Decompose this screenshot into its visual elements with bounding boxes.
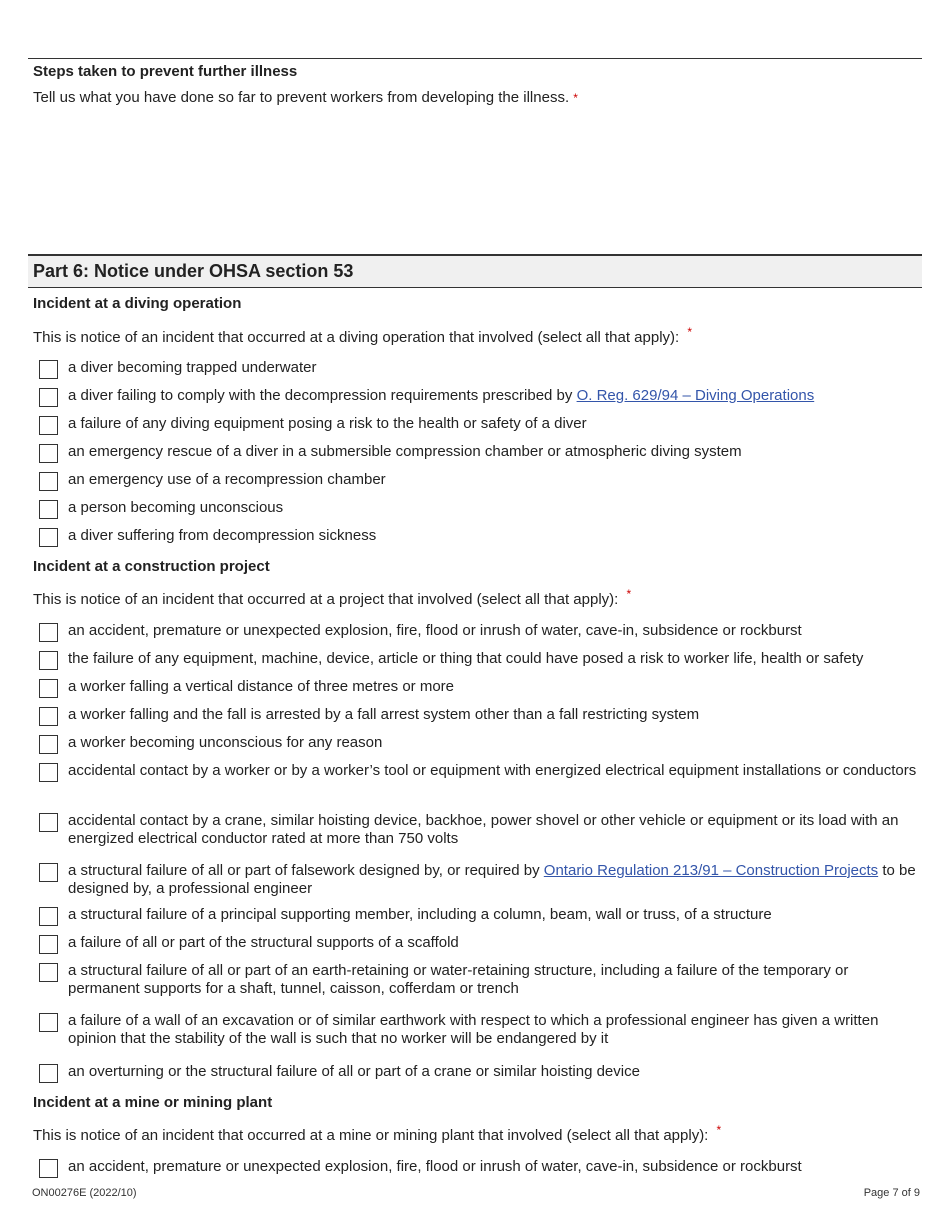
construction-option-8-line (68, 862, 918, 898)
diving-option-2: a diver failing to comply with the decompression requirements prescribed by (68, 387, 573, 404)
construction-option-5: a worker becoming unconscious for any reason (68, 734, 383, 751)
construction-checkbox-13[interactable] (39, 1064, 58, 1083)
required-mark: * (626, 587, 632, 601)
diving-option-7: a diver suffering from decompression sickness (68, 527, 377, 544)
construction-checkbox-7[interactable] (39, 813, 58, 832)
steps-heading: Steps taken to prevent further illness (33, 63, 298, 80)
construction-checkbox-2[interactable] (39, 651, 58, 670)
diving-checkbox-3[interactable] (39, 416, 58, 435)
diving-option-4: an emergency rescue of a diver in a submersible compression chamber or atmospheric diving system (68, 443, 742, 460)
construction-option-3: a worker falling a vertical distance of three metres or more (68, 678, 454, 695)
mine-heading: Incident at a mine or mining plant (33, 1094, 273, 1111)
construction-option-1: an accident, premature or unexpected explosion, fire, flood or inrush of water, cave-in, subsidence or rockburst (68, 622, 802, 639)
construction-prompt: This is notice of an incident that occurred at a project that involved (select all that apply): (33, 591, 619, 608)
construction-option-8-suffix: to be designed by, a professional engineer (68, 862, 916, 897)
diving-prompt: This is notice of an incident that occurred at a diving operation that involved (select all that apply): (33, 329, 680, 346)
diving-regulation-link[interactable]: O. Reg. 629/94 – Diving Operations (576, 387, 815, 404)
diving-heading: Incident at a diving operation (33, 295, 242, 312)
steps-textarea[interactable] (28, 110, 922, 248)
diving-checkbox-2[interactable] (39, 388, 58, 407)
construction-option-10: a failure of all or part of the structural supports of a scaffold (68, 934, 459, 951)
mine-option-1: an accident, premature or unexpected explosion, fire, flood or inrush of water, cave-in, subsidence or rockburst (68, 1158, 802, 1175)
part6-header (28, 254, 922, 288)
construction-checkbox-6[interactable] (39, 763, 58, 782)
construction-option-11: a structural failure of all or part of an earth-retaining or water-retaining structure, including a failure of the temporary or permanent supports for a shaft, tunnel, caisson, cofferdam or trench (68, 962, 849, 997)
construction-checkbox-12[interactable] (39, 1013, 58, 1032)
construction-prompt-line (33, 587, 632, 608)
construction-checkbox-1[interactable] (39, 623, 58, 642)
construction-checkbox-3[interactable] (39, 679, 58, 698)
steps-prompt-line (33, 89, 578, 106)
construction-option-8: a structural failure of all or part of falsework designed by, or required by (68, 862, 540, 879)
construction-option-9: a structural failure of a principal supporting member, including a column, beam, wall or truss, of a structure (68, 906, 772, 923)
diving-checkbox-1[interactable] (39, 360, 58, 379)
diving-checkbox-7[interactable] (39, 528, 58, 547)
construction-option-7: accidental contact by a crane, similar hoisting device, backhoe, power shovel or other vehicle or equipment or its load with an energized electrical conductor rated at more than 750 volts (68, 812, 899, 847)
mine-prompt: This is notice of an incident that occurred at a mine or mining plant that involved (select all that apply): (33, 1127, 709, 1144)
part6-title: Part 6: Notice under OHSA section 53 (33, 261, 354, 281)
diving-option-6: a person becoming unconscious (68, 499, 284, 516)
required-mark: * (687, 325, 693, 339)
required-mark: * (716, 1123, 722, 1137)
steps-prompt: Tell us what you have done so far to prevent workers from developing the illness. (33, 89, 570, 106)
construction-option-2: the failure of any equipment, machine, device, article or thing that could have posed a risk to worker life, health or safety (68, 650, 864, 667)
construction-checkbox-5[interactable] (39, 735, 58, 754)
construction-heading: Incident at a construction project (33, 558, 270, 575)
top-rule (28, 58, 922, 59)
diving-checkbox-4[interactable] (39, 444, 58, 463)
required-mark: * (573, 91, 578, 105)
construction-checkbox-4[interactable] (39, 707, 58, 726)
construction-checkbox-11[interactable] (39, 963, 58, 982)
construction-option-13: an overturning or the structural failure of all or part of a crane or similar hoisting device (68, 1063, 640, 1080)
diving-option-2-line (68, 387, 918, 405)
construction-checkbox-9[interactable] (39, 907, 58, 926)
page-number: Page 7 of 9 (863, 1187, 920, 1199)
construction-option-12: a failure of a wall of an excavation or of similar earthwork with respect to which a professional engineer has given a written opinion that the stability of the wall is such that no worker will be endangered by it (68, 1012, 879, 1047)
diving-option-1: a diver becoming trapped underwater (68, 359, 317, 376)
diving-option-3: a failure of any diving equipment posing a risk to the health or safety of a diver (68, 415, 587, 432)
diving-option-5: an emergency use of a recompression chamber (68, 471, 386, 488)
mine-checkbox-1[interactable] (39, 1159, 58, 1178)
diving-checkbox-5[interactable] (39, 472, 58, 491)
form-id: ON00276E (2022/10) (32, 1187, 137, 1199)
diving-checkbox-6[interactable] (39, 500, 58, 519)
diving-prompt-line (33, 325, 693, 346)
construction-regulation-link[interactable]: Ontario Regulation 213/91 – Construction Projects (543, 862, 879, 879)
mine-prompt-line (33, 1123, 722, 1144)
construction-option-4: a worker falling and the fall is arrested by a fall arrest system other than a fall restricting system (68, 706, 700, 723)
construction-option-6: accidental contact by a worker or by a worker’s tool or equipment with energized electrical equipment installations or conductors (68, 762, 917, 779)
construction-checkbox-8[interactable] (39, 863, 58, 882)
construction-checkbox-10[interactable] (39, 935, 58, 954)
